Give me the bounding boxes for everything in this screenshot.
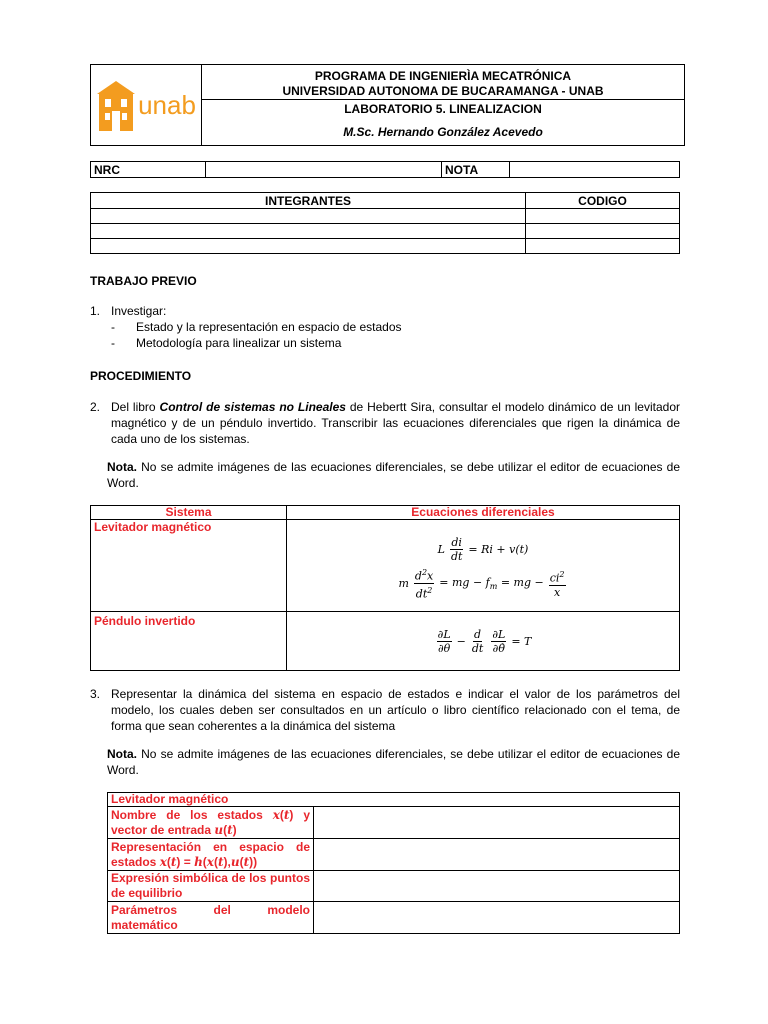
item-3-number: 3. bbox=[90, 687, 101, 701]
state-row-field[interactable] bbox=[314, 807, 680, 839]
item-3 bbox=[90, 686, 680, 734]
state-row-field[interactable] bbox=[314, 902, 680, 934]
book-title: Control de sistemas no Lineales bbox=[159, 400, 346, 414]
state-space-table bbox=[107, 792, 680, 934]
equations-table bbox=[90, 505, 680, 671]
member-code-field[interactable] bbox=[526, 239, 680, 254]
pendulo-equations bbox=[287, 612, 680, 671]
col-integrantes: INTEGRANTES bbox=[91, 193, 526, 209]
state-row-label: Parámetros del modelo matemático bbox=[108, 902, 314, 934]
item-2-number: 2. bbox=[90, 400, 101, 414]
col-codigo: CODIGO bbox=[526, 193, 680, 209]
nrc-label: NRC bbox=[91, 162, 206, 178]
item-2-text: Del libro Control de sistemas no Lineales de Hebertt Sira, consultar el modelo dinámico de un levitador magnético y de un péndulo invertido. Transcribir las ecuaciones diferenciales que rigen la dinámica de cada uno de los sistemas. bbox=[111, 400, 680, 446]
item-1 bbox=[90, 303, 680, 319]
nota-label: NOTA bbox=[442, 162, 510, 178]
university-title: UNIVERSIDAD AUTONOMA DE BUCARAMANGA - UNAB bbox=[202, 84, 685, 100]
investigar-list bbox=[111, 319, 402, 351]
list-item: - Estado y la representación en espacio de estados bbox=[111, 319, 402, 335]
item-1-text: Investigar: bbox=[111, 304, 167, 318]
item-1-number: 1. bbox=[90, 304, 101, 318]
nota-label: Nota. bbox=[107, 747, 137, 761]
member-name-field[interactable] bbox=[91, 239, 526, 254]
list-item: - Metodología para linealizar un sistema bbox=[111, 335, 402, 351]
members-table bbox=[90, 192, 680, 254]
col-ecuaciones: Ecuaciones diferenciales bbox=[287, 506, 680, 520]
state-row-label: Nombre de los estados x(t) y vector de entrada u(t) bbox=[108, 807, 314, 839]
member-code-field[interactable] bbox=[526, 209, 680, 224]
equation-lagrange: $\frac{\partial L}{\partial\theta}$ − $\frac{d}{dt}$ $\frac{\partial L}{\partial\thetȧ}$ = T bbox=[437, 627, 532, 655]
header-table bbox=[90, 64, 685, 146]
program-title: PROGRAMA DE INGENIERÌA MECATRÓNICA bbox=[202, 65, 685, 84]
state-row-field[interactable] bbox=[314, 871, 680, 902]
unab-logo-icon bbox=[96, 79, 136, 131]
lab-title: LABORATORIO 5. LINEALIZACION bbox=[202, 100, 685, 119]
nota-text: No se admite imágenes de las ecuaciones diferenciales, se debe utilizar el editor de ecuaciones de Word. bbox=[107, 460, 680, 490]
equation-motion: m $\frac{d^2x}{dt^2}$ = mg − $f_m$ = mg − $\frac{ci^2}{x}$ bbox=[398, 568, 565, 601]
procedimiento-heading: PROCEDIMIENTO bbox=[90, 369, 192, 383]
equation-current: L $\frac{di}{dt}$ = Ri + v(t) bbox=[437, 536, 529, 564]
nrc-field[interactable] bbox=[206, 162, 442, 178]
state-table-title: Levitador magnético bbox=[108, 793, 680, 807]
nrc-table bbox=[90, 161, 680, 178]
logo-cell bbox=[91, 65, 202, 146]
member-code-field[interactable] bbox=[526, 224, 680, 239]
member-name-field[interactable] bbox=[91, 209, 526, 224]
item-3-text: Representar la dinámica del sistema en espacio de estados e indicar el valor de los parámetros del modelo, los cuales deben ser consultados en un artículo o libro científico relacionado con el tema, de forma que sean coherentes a la dinámica del sistema bbox=[111, 687, 680, 733]
instructor-name: M.Sc. Hernando González Acevedo bbox=[202, 119, 685, 146]
unab-logo bbox=[91, 79, 201, 131]
levitador-label: Levitador magnético bbox=[91, 520, 287, 612]
pendulo-label: Péndulo invertido bbox=[91, 612, 287, 671]
state-row-label: Expresión simbólica de los puntos de equilibrio bbox=[108, 871, 314, 902]
state-row-label: Representación en espacio de estados x(t) = h(x(t),u(t)) bbox=[108, 839, 314, 871]
levitador-equations bbox=[287, 520, 680, 612]
nota-text: No se admite imágenes de las ecuaciones diferenciales, se debe utilizar el editor de ecuaciones de Word. bbox=[107, 747, 680, 777]
member-name-field[interactable] bbox=[91, 224, 526, 239]
item-2 bbox=[90, 399, 680, 447]
nota-2 bbox=[107, 746, 680, 778]
nota-field[interactable] bbox=[510, 162, 680, 178]
col-sistema: Sistema bbox=[91, 506, 287, 520]
nota-label: Nota. bbox=[107, 460, 137, 474]
state-row-field[interactable] bbox=[314, 839, 680, 871]
trabajo-previo-heading: TRABAJO PREVIO bbox=[90, 274, 197, 288]
logo-text: unab bbox=[138, 89, 196, 120]
nota-1 bbox=[107, 459, 680, 491]
